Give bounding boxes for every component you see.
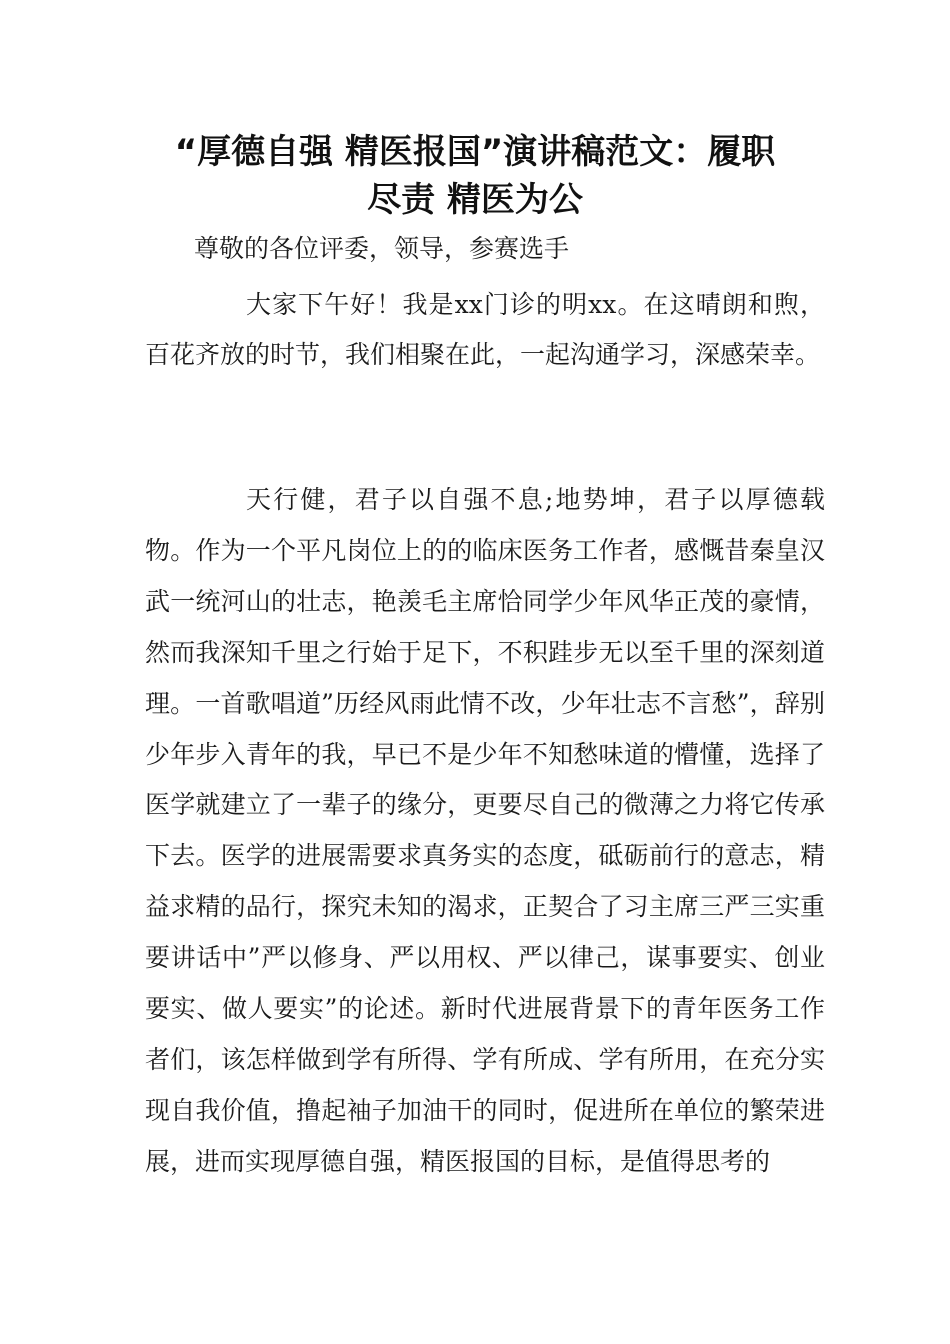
document-title-line-2: 尽责 精医为公 <box>367 180 583 220</box>
paragraph-opening: 大家下午好！我是xx门诊的明xx。在这晴朗和煦，百花齐放的时节，我们相聚在此，一起沟通学习，深感荣幸。 <box>145 290 825 369</box>
document-title-line-1: “厚德自强 精医报国”演讲稿范文：履职 <box>174 132 776 172</box>
paragraph-main: 天行健，君子以自强不息;地势坤，君子以厚德载物。作为一个平凡岗位上的的临床医务工作者，感慨昔秦皇汉武一统河山的壮志，艳羡毛主席恰同学少年风华正茂的豪情，然而我深知千里之行始于足下，不积跬步无以至千里的深刻道理。一首歌唱道”历经风雨此情不改，少年壮志不言愁”，辞别少年步入青年的我，早已不是少年不知愁味道的懵懂，选择了医学就建立了一辈子的缘分，更要尽自己的微薄之力将它传承下去。医学的进展需要求真务实的态度，砥砺前行的意志，精益求精的品行，探究未知的渴求，正契合了习主席三严三实重要讲话中”严以修身、严以用权、严以律己，谋事要实、创业要实、做人要实”的论述。新时代进展背景下的青年医务工作者们，该怎样做到学有所得、学有所成、学有所用，在充分实现自我价值，撸起袖子加油干的同时，促进所在单位的繁荣进展，进而实现厚德自强，精医报国的目标，是值得思考的 <box>145 485 825 1176</box>
greeting-line: 尊敬的各位评委，领导，参赛选手 <box>194 234 570 263</box>
